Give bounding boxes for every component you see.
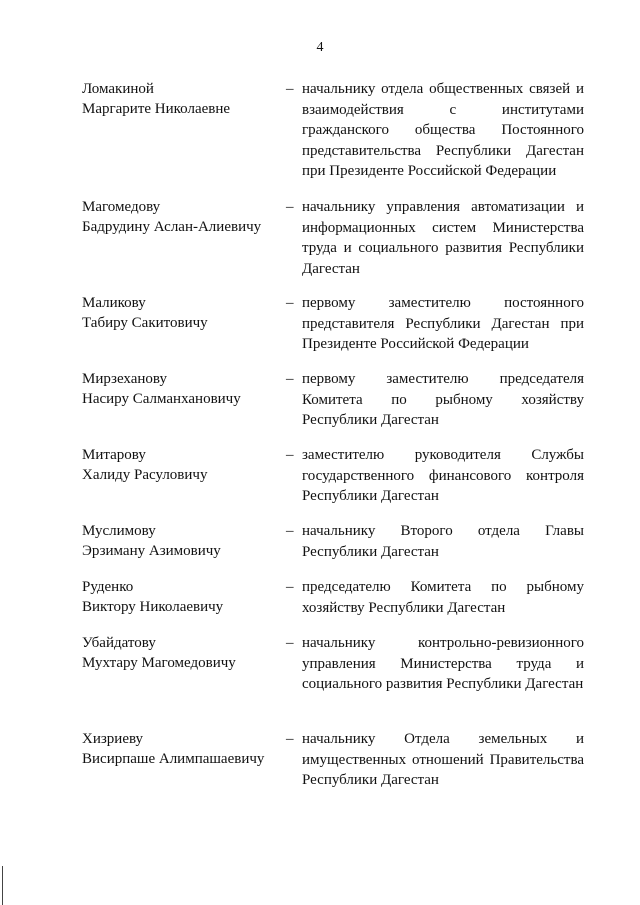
position-text: начальнику отдела общественных связей и взаимодействия с институтами гражданского общества Постоянного представительства Республики Дагестан при Президенте Российской Федерации — [302, 81, 584, 179]
surname: Руденко — [82, 579, 134, 595]
person-name — [82, 197, 282, 237]
surname: Магомедову — [82, 199, 161, 215]
first-patronymic: Виктору Николаевичу — [82, 599, 224, 615]
first-patronymic: Халиду Расуловичу — [82, 467, 208, 483]
surname: Маликову — [82, 295, 146, 311]
surname: Муслимову — [82, 523, 156, 539]
first-patronymic: Табиру Сакитовичу — [82, 315, 208, 331]
position-text: начальнику контрольно-ревизионного управления Министерства труда и социального развития Республики Дагестан — [302, 635, 584, 692]
person-name — [82, 577, 282, 617]
position-text: начальнику Второго отдела Главы Республики Дагестан — [302, 523, 584, 560]
first-patronymic: Маргарите Николаевне — [82, 101, 231, 117]
scan-edge-line — [2, 866, 3, 905]
dash-separator: – — [286, 199, 294, 215]
dash-separator: – — [286, 579, 294, 595]
position-text: председателю Комитета по рыбному хозяйству Республики Дагестан — [302, 579, 584, 616]
surname: Митарову — [82, 447, 146, 463]
position-text: первому заместителю постоянного представителя Республики Дагестан при Президенте Российской Федерации — [302, 295, 584, 352]
person-name — [82, 729, 282, 769]
first-patronymic: Висирпаше Алимпашаевичу — [82, 751, 265, 767]
position-text: начальнику управления автоматизации и информационных систем Министерства труда и социального развития Республики Дагестан — [302, 199, 584, 277]
dash-separator: – — [286, 635, 294, 651]
dash-separator: – — [286, 295, 294, 311]
dash-separator: – — [286, 371, 294, 387]
first-patronymic: Насиру Салманхановичу — [82, 391, 241, 407]
person-name — [82, 79, 282, 119]
first-patronymic: Эрзиману Азимовичу — [82, 543, 221, 559]
position-text: заместителю руководителя Службы государственного финансового контроля Республики Дагестан — [302, 447, 584, 504]
first-patronymic: Мухтару Магомедовичу — [82, 655, 236, 671]
surname: Ломакиной — [82, 81, 154, 97]
person-name — [82, 445, 282, 485]
position-text: первому заместителю председателя Комитета по рыбному хозяйству Республики Дагестан — [302, 371, 584, 428]
dash-separator: – — [286, 523, 294, 539]
surname: Мирзеханову — [82, 371, 167, 387]
person-name — [82, 633, 282, 673]
person-name — [82, 369, 282, 409]
dash-separator: – — [286, 447, 294, 463]
dash-separator: – — [286, 731, 294, 747]
surname: Хизриеву — [82, 731, 144, 747]
page-number: 4 — [316, 40, 324, 55]
person-name — [82, 521, 282, 561]
person-name — [82, 293, 282, 333]
dash-separator: – — [286, 81, 294, 97]
first-patronymic: Бадрудину Аслан-Алиевичу — [82, 219, 262, 235]
position-text: начальнику Отдела земельных и имущественных отношений Правительства Республики Дагестан — [302, 731, 584, 788]
surname: Убайдатову — [82, 635, 156, 651]
